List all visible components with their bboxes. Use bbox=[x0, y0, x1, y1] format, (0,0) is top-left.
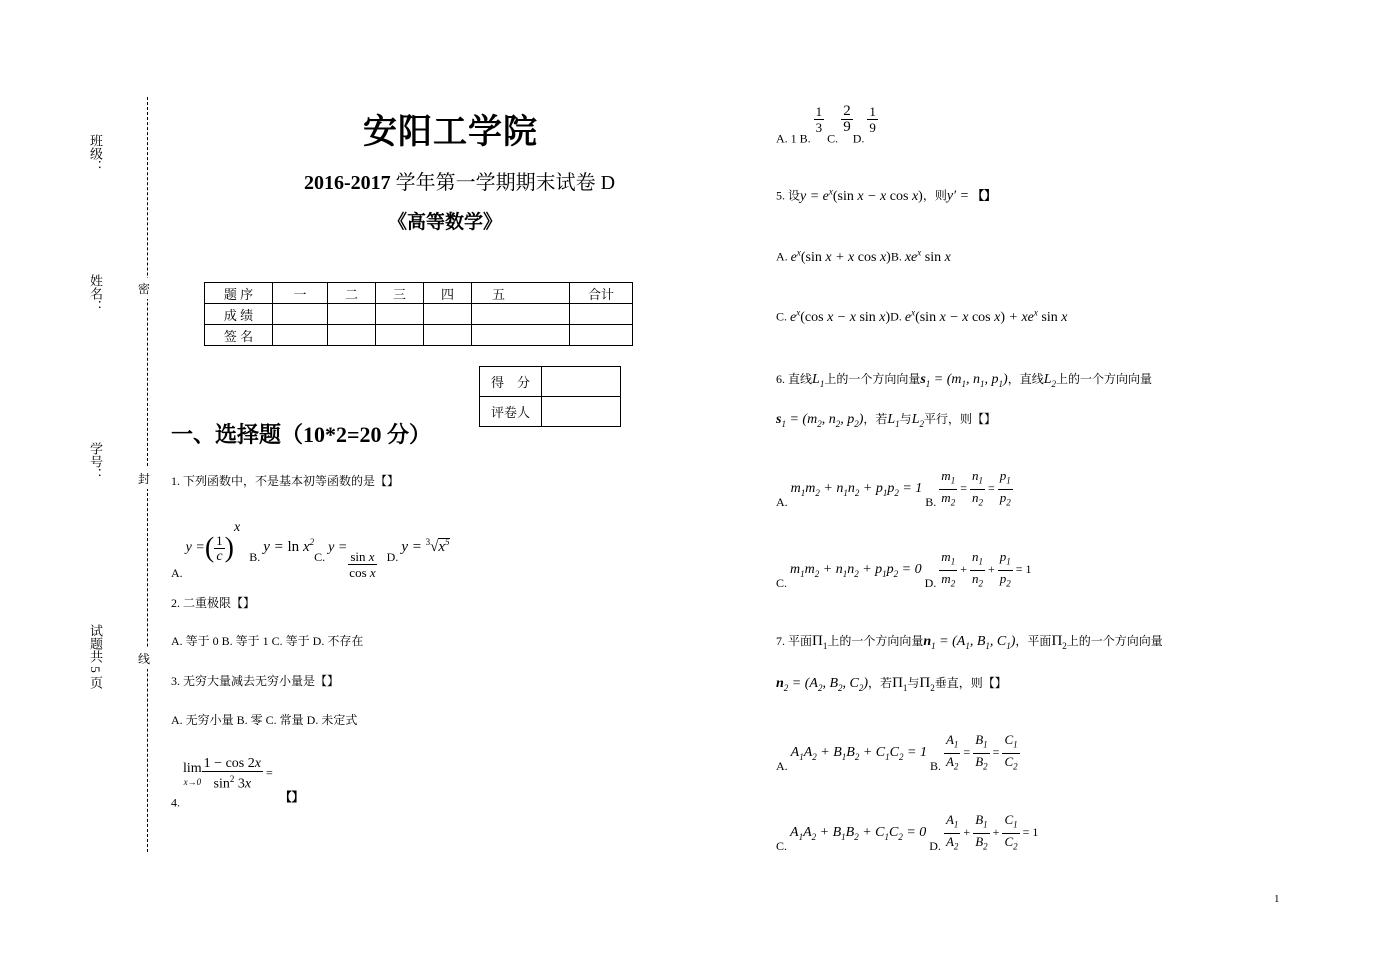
seal-char-1: 密 bbox=[138, 278, 150, 299]
q5-options-ab bbox=[776, 247, 951, 266]
q4-formula-d: $\frac{1}{9}$ bbox=[869, 104, 876, 135]
q6-s2: $s_1 = (m_2$, $n_2$, $p_2$) bbox=[776, 412, 864, 429]
q6-stem-line1 bbox=[776, 370, 1152, 389]
pages-label bbox=[89, 624, 102, 689]
grade-cell bbox=[328, 325, 376, 346]
exam-year: 2016-2017 bbox=[304, 172, 391, 194]
q7-formula-d: $\frac{A_1}{A_2}$ + $\frac{B_1}{B_2}$ + $\frac{C_1}{C_2}$ = 1 bbox=[945, 812, 1039, 852]
score-cell bbox=[542, 367, 621, 397]
q7-num: 7. 平面 bbox=[776, 634, 813, 648]
q7-n2: $n_2 = (A_2$, $B_2$, $C_2$) bbox=[776, 676, 869, 693]
exam-term: 学年第一学期期末试卷 D bbox=[390, 172, 616, 194]
q1-option-b: B. bbox=[249, 550, 261, 564]
q7-pi2b: $\Pi_2$ bbox=[919, 675, 935, 693]
q1-formula-a: y = bbox=[185, 540, 205, 555]
grade-cell bbox=[424, 304, 472, 325]
grade-cell bbox=[570, 304, 633, 325]
q6-t6: 平行，则【】 bbox=[923, 412, 996, 426]
grade-col-total: 合计 bbox=[570, 283, 633, 304]
q6-stem-line2 bbox=[776, 410, 996, 429]
grade-cell bbox=[472, 304, 570, 325]
q7-t4: ，若 bbox=[868, 676, 893, 690]
q4-options bbox=[776, 104, 878, 146]
grader-cell bbox=[542, 397, 621, 427]
q5-option-b: B. bbox=[890, 249, 902, 264]
q7-formula-c: $A_1A_2 + B_1B_2 + C_1C_2 = 0$ bbox=[790, 824, 927, 842]
q2-stem: 2. 二重极限【】 bbox=[171, 596, 256, 610]
q5-bracket: 【】 bbox=[972, 188, 997, 203]
pages-label-text: 试题共 5 页 bbox=[88, 624, 103, 689]
q5-stem bbox=[776, 186, 996, 205]
grade-cell bbox=[376, 325, 424, 346]
q7-stem-line1 bbox=[776, 632, 1163, 651]
q1-option-a: A. bbox=[171, 566, 183, 580]
q6-t3: 上的一个方向向量 bbox=[1056, 372, 1153, 386]
name-label-text: 姓名： bbox=[88, 274, 103, 313]
q5-formula-c: $e^x(\cos$ x − x sin x) bbox=[790, 307, 891, 325]
class-label bbox=[89, 134, 102, 173]
q7-formula-b: $\frac{A_1}{A_2}$ = $\frac{B_1}{B_2}$ = $\frac{C_1}{C_2}$ bbox=[945, 732, 1018, 772]
q7-pi1: $\Pi_1$ bbox=[812, 633, 828, 651]
q4-option-c: C. bbox=[827, 131, 839, 146]
q5-formula-a: $e^x(\sin$ x + x cos x) bbox=[790, 247, 891, 265]
grade-cell bbox=[472, 325, 570, 346]
q6-option-a: A. bbox=[776, 494, 788, 509]
q1-option-d: D. bbox=[386, 550, 399, 564]
q1-option-c: C. bbox=[314, 550, 326, 564]
q5-option-a: A. bbox=[776, 249, 788, 264]
q4-option-a: A. 1 B. bbox=[776, 131, 811, 146]
q3-stem: 3. 无穷大量减去无穷小量是【】 bbox=[171, 674, 340, 688]
exam-subtitle bbox=[304, 166, 615, 195]
q6-option-c: C. bbox=[776, 575, 788, 590]
name-label bbox=[89, 274, 102, 313]
grade-row-score bbox=[205, 304, 633, 325]
q4-formula-b: $\frac{1}{3}$ bbox=[815, 104, 823, 135]
q5-derivative: y′ = bbox=[946, 188, 970, 204]
q6-option-d: D. bbox=[924, 575, 937, 590]
q5-options-cd bbox=[776, 307, 1067, 326]
q5-option-d: D. bbox=[890, 309, 902, 324]
q6-num: 6. 直线 bbox=[776, 372, 813, 386]
q7-t3: 上的一个方向向量 bbox=[1066, 634, 1163, 648]
grade-cell bbox=[273, 304, 328, 325]
q7-formula-a: $A_1A_2 + B_1B_2 + C_1C_2 = 1$ bbox=[790, 744, 927, 762]
section-title: 一、选择题（10*2=20 分） bbox=[171, 422, 432, 447]
q7-t6: 垂直，则【】 bbox=[934, 676, 1007, 690]
q1-stem: 1. 下列函数中，不是基本初等函数的是【】 bbox=[171, 474, 400, 488]
q6-l2: $L_2$ bbox=[1043, 372, 1056, 389]
grade-cell bbox=[424, 325, 472, 346]
seal-char-3: 线 bbox=[138, 648, 150, 669]
grader-label: 评卷人 bbox=[480, 397, 542, 427]
id-label-text: 学号： bbox=[88, 442, 103, 481]
q5-formula-b: $xe^x$ sin x bbox=[904, 247, 951, 265]
course-name: 《高等数学》 bbox=[388, 212, 503, 233]
q7-options-cd bbox=[776, 812, 1038, 854]
q6-options-cd bbox=[776, 549, 1032, 591]
q5-formula-d: $e^x(\sin$ x − x $\cos x) + xe^x$ sin x bbox=[904, 307, 1068, 325]
q7-t1: 上的一个方向向量 bbox=[827, 634, 924, 648]
q6-t2: ，直线 bbox=[1007, 372, 1044, 386]
id-label bbox=[89, 442, 102, 481]
school-name: 安阳工学院 bbox=[363, 114, 538, 151]
q6-formula-d: $\frac{m_1}{m_2}$ + $\frac{n_1}{n_2}$ + $\frac{p_1}{p_2}$ = 1 bbox=[941, 549, 1032, 589]
q6-l1b: $L_1$ bbox=[887, 412, 900, 429]
grade-cell bbox=[328, 304, 376, 325]
q6-l2b: $L_2$ bbox=[911, 412, 924, 429]
q7-t2: ，平面 bbox=[1015, 634, 1052, 648]
q7-pi1b: $\Pi_1$ bbox=[892, 675, 908, 693]
grade-col-3: 三 bbox=[376, 283, 424, 304]
q6-option-b: B. bbox=[925, 494, 937, 509]
q1-formula-c: y = bbox=[328, 540, 348, 555]
grade-cell bbox=[273, 325, 328, 346]
q1-options: A. y =( $\frac{1}{c}$ )$^x$ B. $y = \ln x^2C$. y = $\frac{\text{sin x}}{\text{cos x}}$ D. $y = ^3√x^5$ bbox=[171, 520, 450, 580]
q6-t1: 上的一个方向向量 bbox=[824, 372, 921, 386]
q1-formula-d: $y = ^3√x^5$ bbox=[401, 537, 450, 555]
grade-row-sign bbox=[205, 325, 633, 346]
q4-formula: lim x→0 $\frac{1 - \cos 2x}{\sin^2 3x}$ = bbox=[183, 756, 273, 792]
q7-pi2: $\Pi_2$ bbox=[1051, 633, 1067, 651]
grade-col-2: 二 bbox=[328, 283, 376, 304]
q2-options: A. 等于 0 B. 等于 1 C. 等于 D. 不存在 bbox=[171, 634, 364, 648]
q6-s1: $s_1 = (m_1$, $n_1$, $p_1$) bbox=[920, 372, 1008, 389]
q6-l1: $L_1$ bbox=[812, 372, 825, 389]
q6-formula-a: $m_1m_2 + n_1n_2 + p_1p_2 = 1$ bbox=[790, 480, 923, 498]
q5-option-c: C. bbox=[776, 309, 788, 324]
q6-formula-b: $\frac{m_1}{m_2}$ = $\frac{n_1}{n_2}$ = $\frac{p_1}{p_2}$ bbox=[941, 468, 1011, 508]
q7-option-a: A. bbox=[776, 758, 788, 773]
q3-options: A. 无穷小量 B. 零 C. 常量 D. 未定式 bbox=[171, 713, 358, 727]
grade-table bbox=[204, 282, 633, 346]
q4-option-d: D. bbox=[852, 131, 865, 146]
grade-col-label: 题 序 bbox=[205, 283, 273, 304]
q7-option-d: D. bbox=[929, 838, 941, 853]
grade-col-4: 四 bbox=[424, 283, 472, 304]
q7-n1: $n_1 = (A_1$, $B_1$, $C_1$) bbox=[923, 634, 1016, 651]
score-table bbox=[479, 366, 621, 427]
q7-options-ab bbox=[776, 732, 1020, 774]
q5-num: 5. 设 bbox=[776, 188, 801, 203]
grade-table-header bbox=[205, 283, 633, 304]
q7-option-c: C. bbox=[776, 838, 788, 853]
grade-cell bbox=[376, 304, 424, 325]
grade-col-5: 五 bbox=[472, 283, 570, 304]
grade-row-sign-label: 签 名 bbox=[205, 325, 273, 346]
class-label-text: 班级： bbox=[88, 134, 103, 173]
q1-formula-b: $y = \ln x^2$ bbox=[263, 537, 315, 555]
grade-col-1: 一 bbox=[273, 283, 328, 304]
grade-row-score-label: 成 绩 bbox=[205, 304, 273, 325]
score-label: 得 分 bbox=[480, 367, 542, 397]
q5-formula: $y = e^x(\sin$ x − x cos x) bbox=[800, 186, 923, 204]
page-number: 1 bbox=[1274, 893, 1280, 905]
q4 bbox=[171, 756, 304, 811]
q4-formula-c: $\frac{2}{9}$ bbox=[843, 103, 851, 135]
q6-options-ab bbox=[776, 468, 1013, 510]
q6-t4: ，若 bbox=[863, 412, 888, 426]
q6-t5: 与 bbox=[899, 412, 912, 426]
q7-option-b: B. bbox=[929, 758, 941, 773]
q5-then: ，则 bbox=[922, 188, 947, 203]
q4-num: 4. bbox=[171, 795, 180, 810]
grade-cell bbox=[570, 325, 633, 346]
q6-formula-c: $m_1m_2 + n_1n_2 + p_1p_2 = 0$ bbox=[790, 561, 922, 579]
q7-stem-line2 bbox=[776, 674, 1007, 693]
q7-t5: 与 bbox=[907, 676, 920, 690]
seal-char-2: 封 bbox=[138, 468, 150, 489]
q4-bracket: 【】 bbox=[279, 789, 304, 804]
